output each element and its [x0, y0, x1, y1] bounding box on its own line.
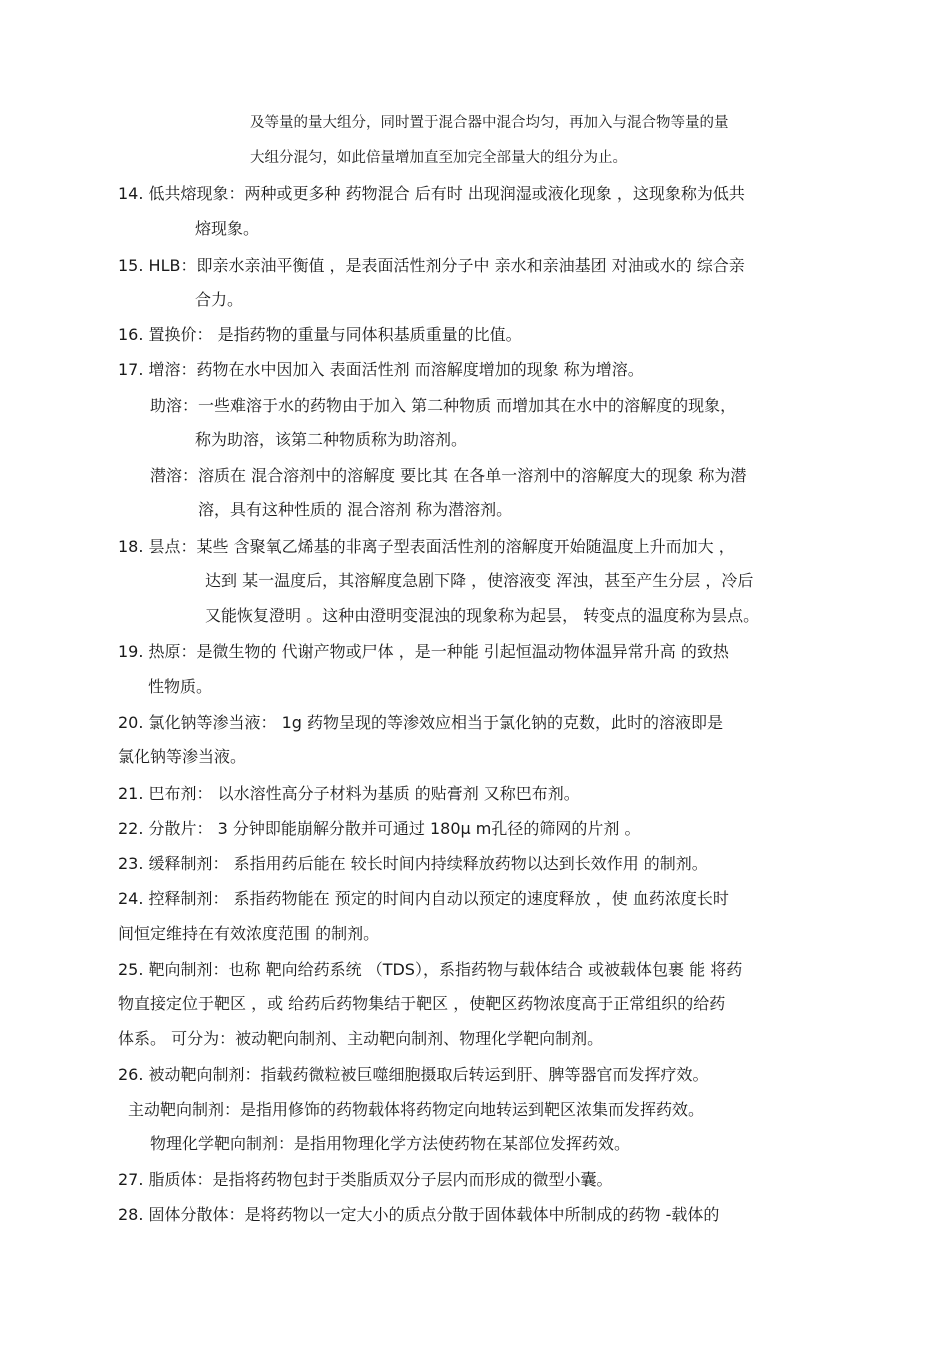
text-line: 溶，具有这种性质的 混合溶剂 称为潜溶剂。: [198, 500, 513, 519]
term-19: 19. 热原：是微生物的 代谢产物或尸体 ，是一种能 引起恒温动物体温异常升高 的致热: [118, 642, 729, 661]
text-line: 体系。 可分为：被动靶向制剂、主动靶向制剂、物理化学靶向制剂。: [118, 1029, 604, 1048]
term-24: 24. 控释制剂： 系指药物能在 预定的时间内自动以预定的速度释放 ，使 血药浓度长时: [118, 889, 729, 908]
term-20: 20. 氯化钠等渗当液： 1g 药物呈现的等渗效应相当于氯化钠的克数，此时的溶液即是: [118, 713, 724, 732]
term-25: 25. 靶向制剂：也称 靶向给药系统 （TDS），系指药物与载体结合 或被载体包裹 能 将药: [118, 960, 743, 979]
text-line: 间恒定维持在有效浓度范围 的制剂。: [118, 924, 380, 943]
sub-term-active-targeting: 主动靶向制剂：是指用修饰的药物载体将药物定向地转运到靶区浓集而发挥药效。: [128, 1100, 705, 1119]
text-line: 达到 某一温度后，其溶解度急剧下降 ，使溶液变 浑浊，甚至产生分层 ，冷后: [205, 571, 754, 590]
text-line: 性物质。: [148, 677, 213, 696]
text-line: 物直接定位于靶区 ，或 给药后药物集结于靶区 ，使靶区药物浓度高于正常组织的给药: [118, 994, 726, 1013]
term-18: 18. 昙点：某些 含聚氧乙烯基的非离子型表面活性剂的溶解度开始随温度上升而加大 ，: [118, 537, 735, 556]
text-line: 熔现象。: [195, 219, 260, 238]
text-line: 合力。: [195, 290, 244, 309]
term-16: 16. 置换价： 是指药物的重量与同体积基质重量的比值。: [118, 325, 522, 344]
term-21: 21. 巴布剂： 以水溶性高分子材料为基质 的贴膏剂 又称巴布剂。: [118, 784, 580, 803]
term-26: 26. 被动靶向制剂：指载药微粒被巨噬细胞摄取后转运到肝、脾等器官而发挥疗效。: [118, 1065, 709, 1084]
text-line: 及等量的量大组分，同时置于混合器中混合均匀，再加入与混合物等量的量: [250, 115, 729, 131]
sub-term-qianrong: 潜溶：溶质在 混合溶剂中的溶解度 要比其 在各单一溶剂中的溶解度大的现象 称为潜: [150, 466, 747, 485]
term-17: 17. 增溶：药物在水中因加入 表面活性剂 而溶解度增加的现象 称为增溶。: [118, 360, 644, 379]
term-27: 27. 脂质体：是指将药物包封于类脂质双分子层内而形成的微型小囊。: [118, 1170, 613, 1189]
sub-term-physchem-targeting: 物理化学靶向制剂：是指用物理化学方法使药物在某部位发挥药效。: [150, 1134, 631, 1153]
text-line: 大组分混匀，如此倍量增加直至加完全部量大的组分为止。: [250, 150, 627, 166]
term-15: 15. HLB：即亲水亲油平衡值 ，是表面活性剂分子中 亲水和亲油基团 对油或水的 综合亲: [118, 256, 745, 275]
term-28: 28. 固体分散体：是将药物以一定大小的质点分散于固体载体中所制成的药物 -载体的: [118, 1205, 720, 1224]
sub-term-zhurong: 助溶：一些难溶于水的药物由于加入 第二种物质 而增加其在水中的溶解度的现象，: [150, 396, 737, 415]
text-line: 又能恢复澄明 。这种由澄明变混浊的现象称为起昙， 转变点的温度称为昙点。: [205, 606, 760, 625]
text-line: 称为助溶，该第二种物质称为助溶剂。: [195, 430, 468, 449]
term-22: 22. 分散片： 3 分钟即能崩解分散并可通过 180μ m孔径的筛网的片剂 。: [118, 819, 641, 838]
term-23: 23. 缓释制剂： 系指用药后能在 较长时间内持续释放药物以达到长效作用 的制剂。: [118, 854, 708, 873]
text-line: 氯化钠等渗当液。: [118, 747, 247, 766]
term-14: 14. 低共熔现象：两种或更多种 药物混合 后有时 出现润湿或液化现象 ，这现象称为低共: [118, 184, 745, 203]
